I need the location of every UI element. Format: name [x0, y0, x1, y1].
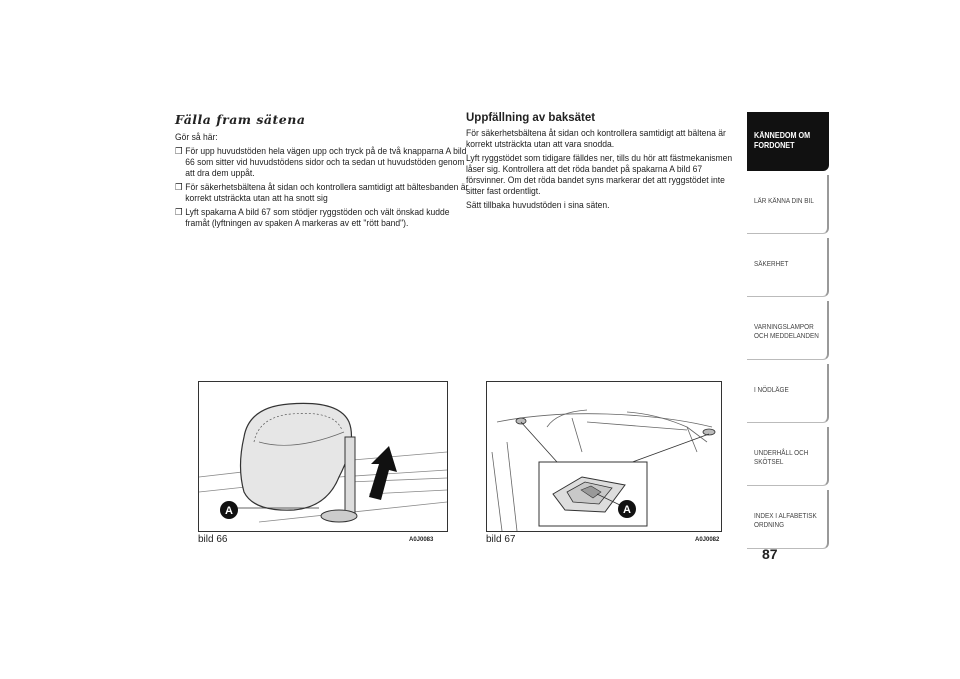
checkbox-bullet-icon: ❒ — [175, 207, 183, 217]
tab-varningslampor[interactable] — [747, 301, 829, 360]
tab-label: I NÖDLÄGE — [754, 385, 789, 394]
tab-label: KÄNNEDOM OM FORDONET — [754, 130, 811, 150]
tab-label: UNDERHÅLL OCH SKÖTSEL — [754, 448, 809, 466]
left-column — [175, 112, 469, 232]
right-column — [466, 112, 738, 214]
bullet-item — [175, 182, 469, 204]
bullet-text: Lyft spakarna A bild 67 som stödjer ryggstöden och vält önskad kudde framåt (lyftningen av spaken A markeras av ett "rött band"). — [185, 207, 450, 228]
figure-66-headrest — [198, 381, 448, 532]
figure-code: A0J0083 — [409, 537, 434, 543]
bullet-item — [175, 146, 469, 179]
section-heading-fold-seats: Fälla fram sätena — [175, 112, 306, 127]
tab-label: SÄKERHET — [754, 259, 789, 268]
checkbox-bullet-icon: ❒ — [175, 182, 183, 192]
bullet-item — [175, 207, 469, 229]
tab-sakerhet[interactable] — [747, 238, 829, 297]
bullet-text: För upp huvudstöden hela vägen upp och tryck på de två knapparna A bild 66 som sitter vid huvudstödens sidor och ta sedan ut huvudstöden genom att dra dem uppåt. — [185, 146, 467, 178]
figure-code: A0J0082 — [695, 537, 720, 543]
tab-kannedom-om-fordonet[interactable] — [747, 112, 829, 171]
tab-underhall-och-skotsel[interactable] — [747, 427, 829, 486]
tab-label: LÄR KÄNNA DIN BIL — [754, 196, 814, 205]
page-number: 87 — [762, 546, 778, 562]
figure-caption: bild 66 — [198, 534, 228, 545]
paragraph: Sätt tillbaka huvudstöden i sina säten. — [466, 200, 610, 210]
chapter-tabs — [747, 112, 829, 553]
intro-text: Gör så här: — [175, 132, 218, 142]
tab-label: INDEX I ALFABETISK ORDNING — [754, 511, 817, 529]
paragraph: Lyft ryggstödet som tidigare fälldes ner, tills du hör att fästmekanismen låser sig. Kontrollera att det röda bandet på spakarna A bild 67 försvinner. Om det röda bandet syns markerar det att ryggstödet inte sitter fast ordentligt. — [466, 153, 733, 196]
section-heading-raise-rear-seat: Uppfällning av baksätet — [466, 112, 596, 124]
callout-label-a: A — [225, 505, 233, 517]
tab-label: VARNINGSLAMPOR OCH MEDDELANDEN — [754, 322, 819, 340]
tab-index[interactable] — [747, 490, 829, 549]
headrest-illustration — [199, 382, 447, 531]
tab-i-nodlage[interactable] — [747, 364, 829, 423]
checkbox-bullet-icon: ❒ — [175, 146, 183, 156]
tab-lar-kanna-din-bil[interactable] — [747, 175, 829, 234]
callout-label-a: A — [623, 504, 631, 516]
figure-67-rear-seat — [486, 381, 722, 532]
bullet-text: För säkerhetsbältena åt sidan och kontrollera samtidigt att bältesbanden är korrekt utsträckta utan att ha snott sig — [185, 182, 469, 203]
paragraph: För säkerhetsbältena åt sidan och kontrollera samtidigt att bältena är korrekt utsträckta utan att vara snodda. — [466, 128, 726, 149]
figure-caption: bild 67 — [486, 534, 516, 545]
rear-seat-illustration — [487, 382, 721, 531]
